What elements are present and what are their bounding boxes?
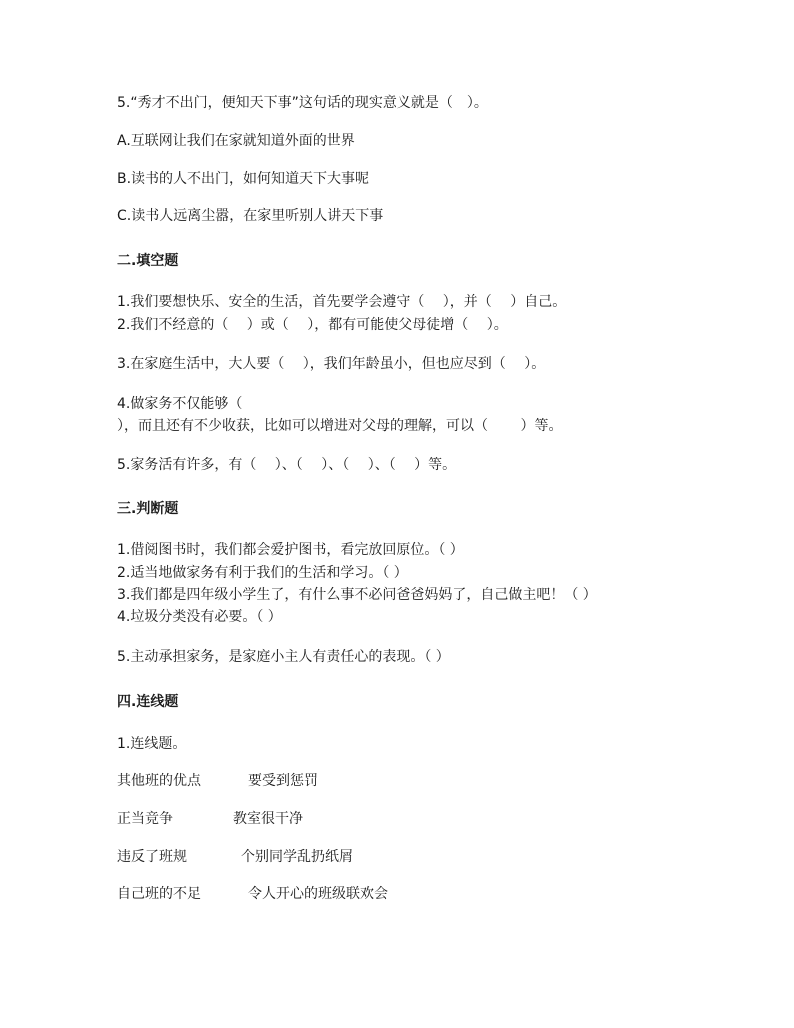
fill-blank-question-4-line-2: ），而且还有不少收获，比如可以增进对父母的理解，可以（ ）等。 [117, 418, 563, 434]
fill-blank-question-1: 1.我们要想快乐、安全的生活，首先要学会遵守（ ），并（ ）自己。 [117, 294, 567, 310]
true-false-question-1: 1.借阅图书时，我们都会爱护图书，看完放回原位。（ ） [117, 542, 464, 558]
choice-option-b: B.读书的人不出门，如何知道天下大事呢 [117, 171, 370, 187]
choice-option-c: C.读书人远离尘嚣，在家里听别人讲天下事 [117, 208, 384, 224]
choice-question-5: 5.“秀才不出门，便知天下事”这句话的现实意义就是（ ）。 [117, 95, 488, 111]
matching-left-item: 正当竞争 [117, 811, 173, 827]
true-false-question-4: 4.垃圾分类没有必要。（ ） [117, 609, 282, 625]
section-heading-true-false: 三.判断题 [117, 501, 179, 517]
matching-right-item: 教室很干净 [233, 811, 303, 827]
matching-right-item: 个别同学乱扔纸屑 [241, 849, 353, 865]
true-false-question-3: 3.我们都是四年级小学生了，有什么事不必问爸爸妈妈了，自己做主吧！（ ） [117, 587, 597, 603]
matching-question-1: 1.连线题。 [117, 736, 187, 752]
matching-left-item: 其他班的优点 [117, 773, 201, 789]
matching-left-item: 违反了班规 [117, 849, 187, 865]
fill-blank-question-3: 3.在家庭生活中，大人要（ ），我们年龄虽小，但也应尽到（ ）。 [117, 356, 546, 372]
matching-right-item: 要受到惩罚 [248, 773, 318, 789]
fill-blank-question-5: 5.家务活有许多，有（ ）、（ ）、（ ）、（ ）等。 [117, 457, 457, 473]
matching-left-item: 自己班的不足 [117, 886, 201, 902]
true-false-question-2: 2.适当地做家务有利于我们的生活和学习。（ ） [117, 565, 408, 581]
fill-blank-question-2: 2.我们不经意的（ ）或（ ），都有可能使父母徒增（ ）。 [117, 317, 508, 333]
matching-right-item: 令人开心的班级联欢会 [248, 886, 388, 902]
choice-option-a: A.互联网让我们在家就知道外面的世界 [117, 133, 355, 149]
fill-blank-question-4-line-1: 4.做家务不仅能够（ [117, 396, 243, 412]
true-false-question-5: 5.主动承担家务，是家庭小主人有责任心的表现。（ ） [117, 649, 450, 665]
section-heading-matching: 四.连线题 [117, 694, 179, 710]
section-heading-fill-blank: 二.填空题 [117, 253, 179, 269]
